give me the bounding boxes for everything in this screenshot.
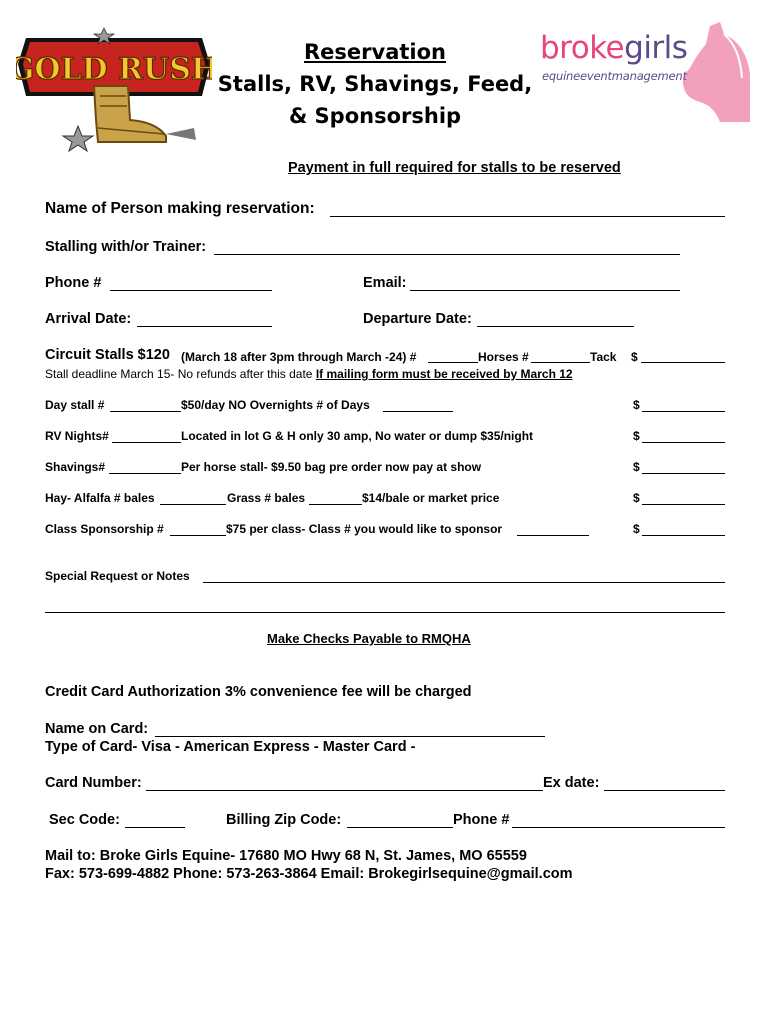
- hay-amount-line[interactable]: [642, 504, 725, 505]
- brokegirls-logo: [530, 22, 752, 122]
- special-request-label: Special Request or Notes: [45, 569, 190, 583]
- fax-phone-email: Fax: 573-699-4882 Phone: 573-263-3864 Email: Brokegirlsequine@gmail.com: [45, 866, 573, 882]
- circuit-amount-line[interactable]: [641, 362, 725, 363]
- days-count-line[interactable]: [383, 411, 453, 412]
- rv-dollar-sign: $: [633, 429, 640, 443]
- billing-zip-line[interactable]: [347, 827, 453, 828]
- shavings-detail: Per horse stall- $9.50 bag pre order now pay at show: [181, 460, 482, 474]
- trainer-label: Stalling with/or Trainer:: [45, 239, 207, 255]
- hay-grass-label: Grass # bales: [227, 491, 306, 505]
- rv-nights-label: RV Nights#: [45, 429, 109, 443]
- circuit-stalls-count-line[interactable]: [428, 362, 478, 363]
- sec-code-label: Sec Code:: [49, 812, 120, 828]
- shavings-amount-line[interactable]: [642, 473, 725, 474]
- class-sponsorship-count-line[interactable]: [170, 535, 226, 536]
- departure-input-line[interactable]: [477, 326, 634, 327]
- shavings-label: Shavings#: [45, 460, 106, 474]
- shavings-count-line[interactable]: [109, 473, 181, 474]
- name-on-card-line[interactable]: [155, 736, 545, 737]
- circuit-stalls-label: Circuit Stalls $120: [45, 347, 170, 363]
- brokegirls-tagline: equineeventmanagement: [542, 69, 687, 83]
- class-number-line[interactable]: [517, 535, 589, 536]
- page-subtitle-line2: & Sponsorship: [288, 104, 462, 128]
- special-request-line[interactable]: [203, 582, 725, 583]
- day-stall-dollar-sign: $: [633, 398, 640, 412]
- card-number-line[interactable]: [146, 790, 543, 791]
- billing-zip-label: Billing Zip Code:: [226, 812, 342, 828]
- rv-nights-detail: Located in lot G & H only 30 amp, No water or dump $35/night: [181, 429, 534, 443]
- page-title: Reservation: [304, 40, 446, 64]
- exp-date-label: Ex date:: [543, 775, 600, 791]
- hay-dollar-sign: $: [633, 491, 640, 505]
- exp-date-line[interactable]: [604, 790, 725, 791]
- horse-head-icon: [680, 22, 752, 122]
- day-stall-detail: $50/day NO Overnights # of Days: [181, 398, 370, 412]
- rv-nights-count-line[interactable]: [112, 442, 181, 443]
- card-phone-line[interactable]: [512, 827, 725, 828]
- arrival-input-line[interactable]: [137, 326, 272, 327]
- class-sponsorship-label: Class Sponsorship #: [45, 522, 164, 536]
- brokegirls-wordmark: brokegirls: [540, 30, 688, 66]
- make-checks-payable: Make Checks Payable to RMQHA: [267, 631, 471, 646]
- class-sponsorship-detail: $75 per class- Class # you would like to sponsor: [226, 522, 503, 536]
- circuit-stalls-detail: (March 18 after 3pm through March -24) #: [181, 350, 417, 364]
- shavings-dollar-sign: $: [633, 460, 640, 474]
- payment-notice: Payment in full required for stalls to be reserved: [288, 160, 621, 176]
- phone-input-line[interactable]: [110, 290, 272, 291]
- card-phone-label: Phone #: [453, 812, 510, 828]
- sec-code-line[interactable]: [125, 827, 185, 828]
- horses-count-line[interactable]: [531, 362, 590, 363]
- arrival-label: Arrival Date:: [45, 311, 132, 327]
- name-on-card-label: Name on Card:: [45, 721, 149, 737]
- gold-rush-logo: [16, 24, 212, 152]
- email-input-line[interactable]: [410, 290, 680, 291]
- day-stall-count-line[interactable]: [110, 411, 181, 412]
- sponsorship-amount-line[interactable]: [642, 535, 725, 536]
- name-label: Name of Person making reservation:: [45, 200, 315, 217]
- name-input-line[interactable]: [330, 216, 725, 217]
- email-label: Email:: [363, 275, 407, 291]
- page-subtitle-line1: Stalls, RV, Shavings, Feed,: [217, 72, 533, 96]
- circuit-dollar-sign: $: [631, 350, 638, 364]
- mail-to-address: Mail to: Broke Girls Equine- 17680 MO Hwy 68 N, St. James, MO 65559: [45, 848, 527, 864]
- sponsorship-dollar-sign: $: [633, 522, 640, 536]
- stall-deadline-text: Stall deadline March 15- No refunds after this date If mailing form must be received by March 12: [45, 367, 573, 381]
- card-number-label: Card Number:: [45, 775, 142, 791]
- credit-card-authorization: Credit Card Authorization 3% convenience fee will be charged: [45, 684, 472, 700]
- horses-label: Horses #: [478, 350, 529, 364]
- hay-grass-count-line[interactable]: [309, 504, 362, 505]
- hay-price-text: $14/bale or market price: [362, 491, 500, 505]
- hay-alfalfa-label: Hay- Alfalfa # bales: [45, 491, 155, 505]
- departure-label: Departure Date:: [363, 311, 472, 327]
- day-stall-amount-line[interactable]: [642, 411, 725, 412]
- phone-label: Phone #: [45, 275, 102, 291]
- trainer-input-line[interactable]: [214, 254, 680, 255]
- section-divider: [45, 612, 725, 613]
- rv-amount-line[interactable]: [642, 442, 725, 443]
- gold-rush-logo-text: GOLD RUSH: [16, 52, 212, 87]
- tack-label: Tack: [590, 350, 617, 364]
- day-stall-label: Day stall #: [45, 398, 105, 412]
- card-type-text: Type of Card- Visa - American Express - Master Card -: [45, 739, 416, 755]
- hay-alfalfa-count-line[interactable]: [160, 504, 226, 505]
